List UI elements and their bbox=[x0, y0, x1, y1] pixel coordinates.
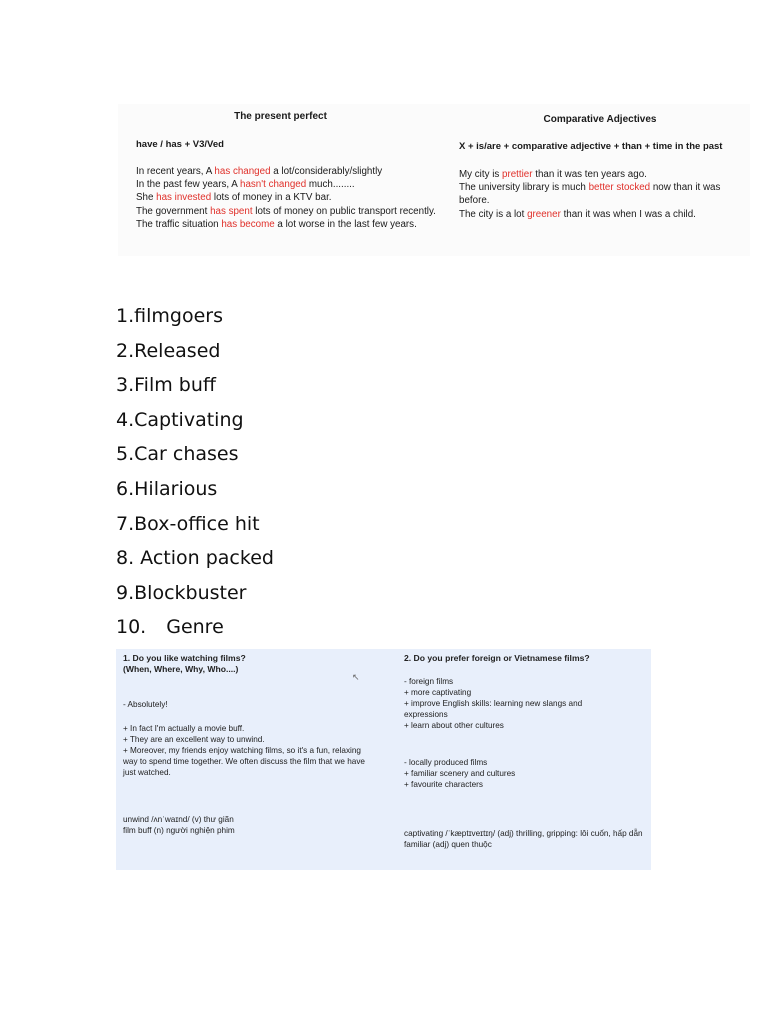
list-item: + In fact I'm actually a movie buff. bbox=[123, 724, 245, 733]
question-1-title: 1. Do you like watching films? bbox=[123, 653, 246, 663]
list-item: - foreign films bbox=[404, 677, 454, 686]
grammar-reference-image bbox=[118, 104, 750, 256]
list-item: + Moreover, my friends enjoy watching films, so it's a fun, relaxing way to spend time together. We often discuss the film that we have just watched. bbox=[123, 746, 365, 777]
list-item: 6.Hilarious bbox=[116, 477, 218, 500]
example-line: The government has spent lots of money on public transport recently. bbox=[136, 205, 436, 217]
list-item: 7.Box-office hit bbox=[116, 512, 260, 535]
example-line: The city is a lot greener than it was when I was a child. bbox=[459, 208, 696, 220]
question-1-answer: - Absolutely! bbox=[123, 700, 168, 709]
glossary-entry: film buff (n) người nghiện phim bbox=[123, 826, 235, 835]
example-line: In recent years, A has changed a lot/considerably/slightly bbox=[136, 166, 383, 177]
present-perfect-examples bbox=[136, 165, 436, 231]
list-item: 9.Blockbuster bbox=[116, 581, 247, 604]
list-item: 1.filmgoers bbox=[116, 305, 223, 327]
example-line: The traffic situation has become a lot worse in the last few years. bbox=[136, 218, 417, 230]
comparative-title: Comparative Adjectives bbox=[543, 114, 657, 125]
present-perfect-formula: have / has + V3/Ved bbox=[136, 139, 224, 150]
list-item: + learn about other cultures bbox=[404, 721, 504, 730]
question-2-glossary bbox=[404, 828, 644, 850]
films-notes-image bbox=[116, 649, 651, 870]
list-item: + favourite characters bbox=[404, 780, 483, 789]
list-item: 10. Genre bbox=[116, 616, 224, 639]
question-1-subtitle: (When, Where, Why, Who....) bbox=[123, 664, 239, 674]
example-line: The university library is much better stocked now than it was before. bbox=[459, 182, 721, 207]
list-item: - locally produced films bbox=[404, 758, 488, 767]
question-1-glossary bbox=[123, 814, 235, 836]
example-line: She has invested lots of money in a KTV bar. bbox=[136, 192, 332, 204]
list-item: 8. Action packed bbox=[116, 547, 274, 570]
glossary-entry: captivating /ˈkæptɪveɪtɪŋ/ (adj) thrilling, gripping: lôi cuốn, hấp dẫn bbox=[404, 829, 643, 838]
list-item: + They are an excellent way to unwind. bbox=[123, 735, 265, 744]
comparative-examples bbox=[459, 168, 744, 221]
list-item: 2.Released bbox=[116, 339, 221, 362]
local-films-points bbox=[404, 757, 515, 790]
example-line: My city is prettier than it was ten years ago. bbox=[459, 169, 647, 180]
cursor-icon: ↖ bbox=[352, 672, 360, 682]
list-item: 3.Film buff bbox=[116, 374, 216, 397]
list-item: + familiar scenery and cultures bbox=[404, 769, 516, 778]
vocabulary-list bbox=[116, 302, 274, 648]
question-2-title: 2. Do you prefer foreign or Vietnamese films? bbox=[404, 653, 590, 663]
glossary-entry: unwind /ʌnˈwaɪnd/ (v) thư giãn bbox=[123, 815, 234, 824]
list-item: 4.Captivating bbox=[116, 408, 244, 431]
example-line: In the past few years, A hasn't changed much........ bbox=[136, 179, 355, 191]
foreign-films-points bbox=[404, 676, 619, 731]
present-perfect-title: The present perfect bbox=[234, 111, 327, 122]
question-1-points bbox=[123, 723, 368, 778]
glossary-entry: familiar (adj) quen thuộc bbox=[404, 840, 492, 849]
list-item: + more captivating bbox=[404, 688, 472, 697]
list-item: 5.Car chases bbox=[116, 443, 239, 466]
list-item: + improve English skills: learning new slangs and expressions bbox=[404, 699, 583, 719]
comparative-formula: X + is/are + comparative adjective + than + time in the past bbox=[459, 141, 723, 152]
